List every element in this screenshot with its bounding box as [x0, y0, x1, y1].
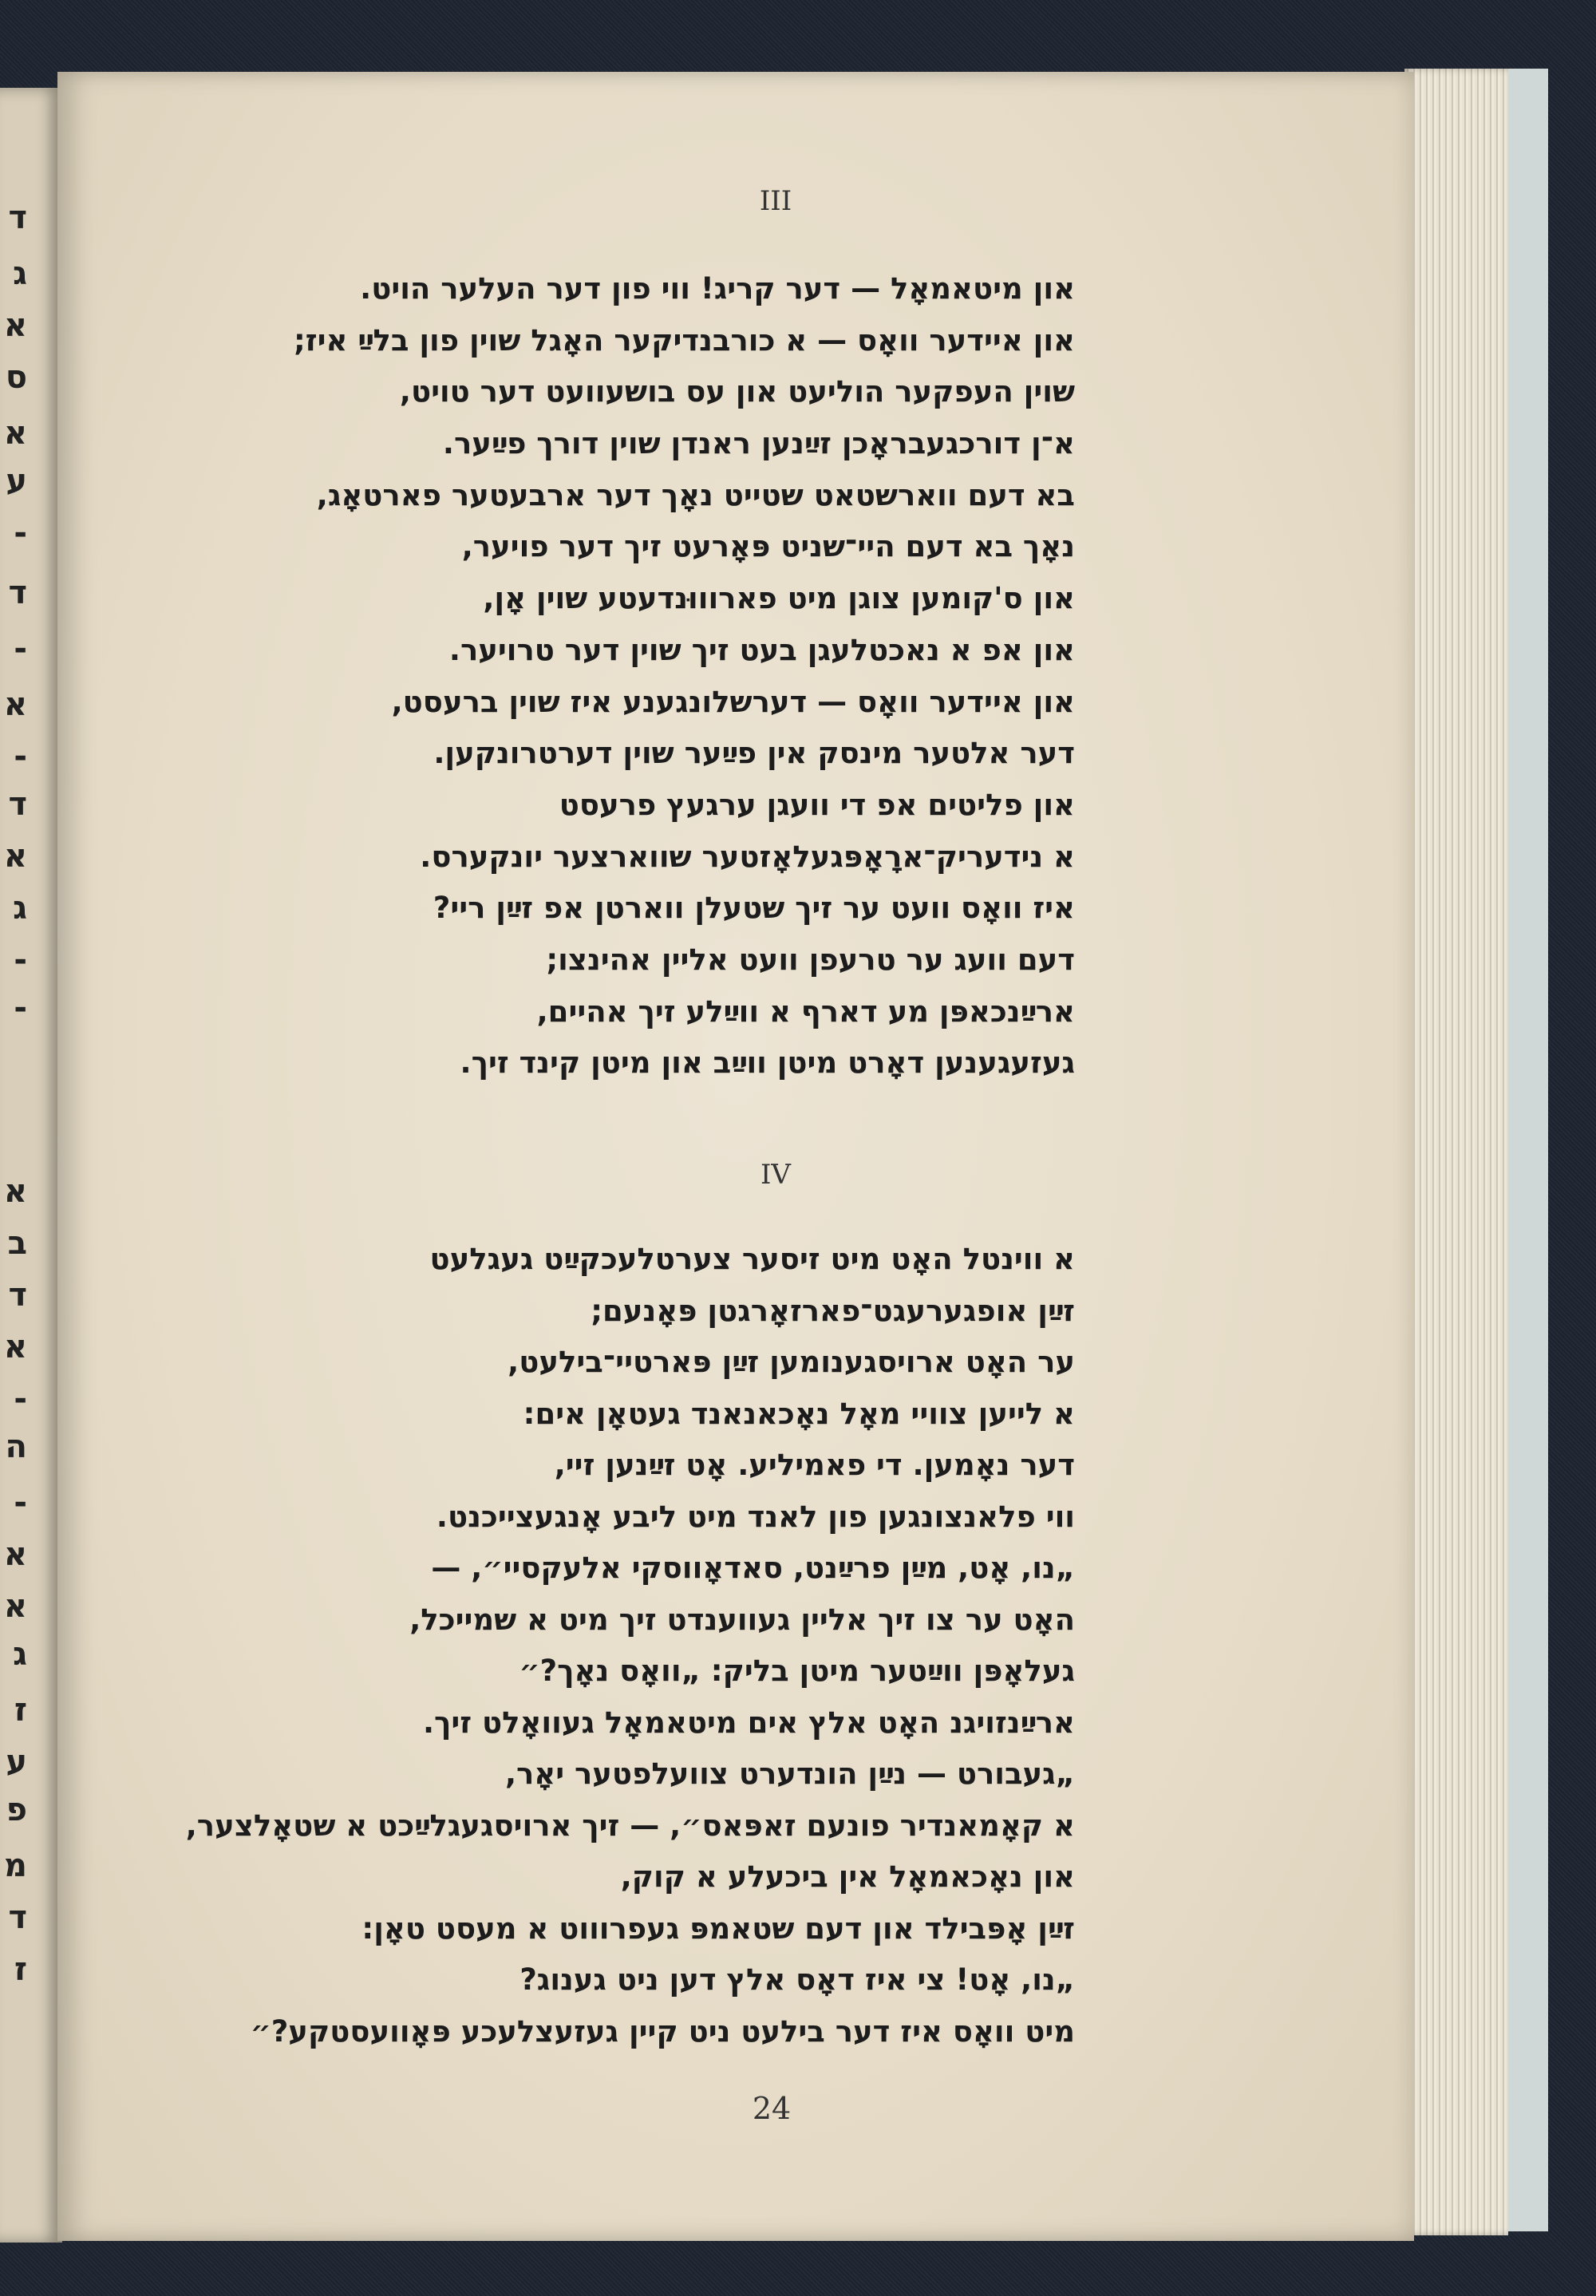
poem-line: געזעגענען דאָרט מיטן ווײַב און מיטן קינד זיך. [460, 1045, 1075, 1081]
poem-line: ארײַנזויגנ האָט אלץ אים מיטאמאָל געוואָלט זיך. [422, 1705, 1075, 1740]
left-page-fragment: א [3, 415, 27, 452]
poem-line: און איידער וואָס — דערשלונגענע איז שוין ברעסט, [391, 684, 1075, 719]
left-page-fragment: ז [14, 1951, 27, 1988]
page-block-edges [1404, 69, 1508, 2235]
poem-line: זײַן אָפּבילד און דעם שטאמפּ געפרוווט א מעסט טאָן: [361, 1911, 1075, 1946]
left-page-fragment: ה [5, 1429, 27, 1465]
poem-line: איז וואָס וועט ער זיך שטעלן ווארטן אפ זײַן ריי? [433, 891, 1075, 926]
poem-line: א ווינטל האָט מיט זיסער צערטלעכקײַט געגלעט [429, 1242, 1075, 1276]
poem-line: ער האָט ארויסגענומען זײַן פּארטיי־בילעט, [508, 1345, 1075, 1379]
poem-line: און ס'קומען צוגן מיט פארוווּנדעטע שוין אָן, [483, 581, 1075, 616]
left-page-fragment: א [3, 686, 27, 723]
section-number: IV [760, 1159, 791, 1191]
poem-section-iv [117, 1234, 1075, 2057]
poem-line: „נו, אָט, מײַן פרײַנט, סאדאָווסקי אלעקסיי״, — [431, 1551, 1075, 1585]
poem-line: בא דעם ווארשטאט שטייט נאָך דער ארבעטער פארטאָג, [316, 477, 1075, 512]
left-page-fragment: - [14, 515, 27, 551]
poem-line: מיט וואָס איז דער בילעט ניט קיין געזעצלעכע פּאָוועסטקע?״ [250, 2013, 1075, 2049]
poem-line: און איידער וואָס — א כורבנדיקער האָגל שוין פון בלײַ איז; [293, 322, 1075, 358]
left-page-fragment: א [3, 1588, 27, 1625]
poem-line: „נו, אָט! צי איז דאָס אלץ דען ניט גענוג? [519, 1962, 1075, 1997]
poem-section-iii [117, 263, 1075, 1089]
poem-line: „געבורט — נײַן הונדערט צוועלפטער יאָר, [504, 1757, 1075, 1791]
page-number: 24 [752, 2091, 792, 2126]
left-page-fragment: ד [8, 1277, 27, 1314]
left-page-fragment: - [14, 990, 27, 1026]
poem-line: ארײַנכאפּן מע דארף א ווײַלע זיך אהיים, [536, 994, 1075, 1029]
poem-line: א נידעריק־ארָאָפּגעלאָזטער שווארצער יונקערס. [420, 839, 1075, 874]
poem-line: א לייען צוויי מאָל נאָכאנאנד געטאָן אים: [523, 1396, 1075, 1431]
poem-line: דעם וועג ער טרעפן וועט אליין אהינצו; [546, 942, 1075, 977]
poem-line: א־ן דורכגעבראָכן זײַנען ראנדן שוין דורך פײַער. [442, 426, 1075, 461]
left-page-fragment: א [3, 838, 27, 875]
poem-line: ווי פלאנצונגען פון לאנד מיט ליבע אָנגעצייכנט. [436, 1499, 1075, 1534]
poem-line: און מיטאמאָל — דער קריג! ווי פון דער העלער הויט. [360, 271, 1075, 306]
left-page-fragment: - [14, 1381, 27, 1417]
left-page-fragment: ס [5, 359, 27, 396]
poem-line: נאָך בא דעם היי־שניט פּאָרעט זיך דער פויער, [461, 529, 1075, 564]
left-page-fragment: ד [8, 786, 27, 823]
left-page-fragment: ז [14, 1692, 27, 1729]
left-page-fragment: - [14, 1484, 27, 1521]
left-page-fragment: ד [8, 200, 27, 236]
left-page-margin [0, 88, 62, 2243]
poem-line: און פליטים אפ די וועגן ערגעץ פרעסט [559, 787, 1075, 822]
left-page-fragment: א [3, 1536, 27, 1573]
left-page-fragment: - [14, 942, 27, 978]
book-page [57, 72, 1414, 2241]
left-page-fragment: ע [6, 1744, 27, 1780]
left-page-fragment: ג [13, 890, 27, 927]
left-page-fragment: - [14, 738, 27, 775]
left-page-fragment: - [14, 630, 27, 667]
left-page-fragment: ד [8, 575, 27, 611]
left-page-fragment: ג [13, 255, 27, 292]
left-page-fragment: ג [13, 1636, 27, 1673]
left-page-fragment: פ [6, 1792, 27, 1828]
poem-line: האָט ער צו זיך אליין געווענדט זיך מיט א שמייכל, [409, 1602, 1075, 1637]
left-page-fragment: ע [6, 463, 27, 500]
left-page-fragment: א [3, 307, 27, 344]
poem-line: און אפ א נאכטלעגן בעט זיך שוין דער טרויער. [448, 632, 1075, 667]
poem-line: שוין העפקער הוליעט און עס בושעוועט דער טויט, [399, 374, 1075, 409]
endpaper-edge [1508, 69, 1548, 2231]
poem-line: דער נאָמען. די פאמיליע. אָט זײַנען זיי, [554, 1448, 1075, 1482]
poem-line: א קאָמאנדיר פונעם זאפּאס״, — זיך ארויסגעגלײַכט א שטאָלצער, [185, 1808, 1075, 1843]
poem-line: און נאָכאמאָל אין ביכעלע א קוק, [620, 1859, 1075, 1894]
left-page-fragment: ד [8, 1899, 27, 1936]
left-page-fragment: מ [4, 1847, 27, 1884]
left-page-fragment: א [3, 1329, 27, 1365]
poem-line: געלאָפּן ווײַטער מיטן בליק: „וואָס נאָך?״ [519, 1654, 1075, 1688]
left-page-fragment: ב [7, 1225, 27, 1262]
poem-line: דער אלטער מינסק אין פײַער שוין דערטרונקען. [433, 736, 1075, 771]
left-page-fragment: א [3, 1173, 27, 1210]
section-number: III [759, 185, 792, 217]
poem-line: זײַן אופגערעגט־פארזאָרגטן פּאָנעם; [591, 1293, 1075, 1328]
